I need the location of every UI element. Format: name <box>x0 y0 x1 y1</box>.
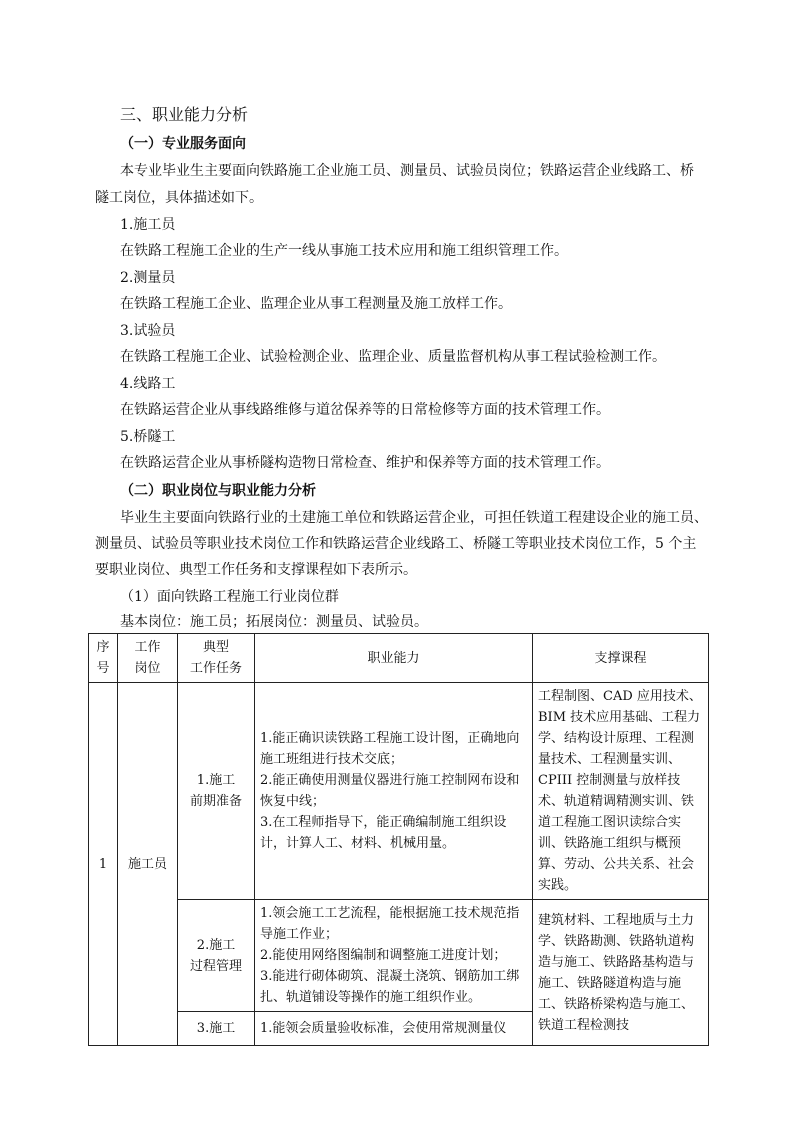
subsection-title-service: （一）专业服务面向 <box>120 136 246 152</box>
courses-cell: 建筑材料、工程地质与土力学、铁路勘测、铁路轨道构造与施工、铁路路基构造与施工、铁路隧道构造与施工、铁路桥梁构造与施工、铁道工程检测技 <box>533 900 709 1046</box>
table-row <box>89 900 709 1012</box>
role-desc: 在铁路工程施工企业、试验检测企业、监理企业、质量监督机构从事工程试验检测工作。 <box>120 349 666 365</box>
intro-text-line: 隧工岗位，具体描述如下。 <box>95 190 263 206</box>
table-header-row <box>89 634 709 683</box>
intro-text-line: 本专业毕业生主要面向铁路施工企业施工员、测量员、试验员岗位；铁路运营企业线路工、桥 <box>120 163 694 179</box>
task-cell: 1.施工 前期准备 <box>178 683 255 900</box>
task-cell: 2.施工 过程管理 <box>178 900 255 1012</box>
seq-cell: 1 <box>89 683 118 1046</box>
ability-cell: 1.能领会质量验收标准，会使用常规测量仪 <box>255 1012 533 1046</box>
analysis-text-line: 毕业生主要面向铁路行业的土建施工单位和铁路运营企业，可担任铁道工程建设企业的施工员、 <box>120 510 708 526</box>
header-ability: 职业能力 <box>255 634 533 683</box>
header-post: 工作 岗位 <box>118 634 178 683</box>
role-name: 2.测量员 <box>120 270 176 286</box>
group-posts: 基本岗位：施工员；拓展岗位：测量员、试验员。 <box>120 614 428 630</box>
role-name: 3.试验员 <box>120 323 176 339</box>
analysis-text-line: 测量员、试验员等职业技术岗位工作和铁路运营企业线路工、桥隧工等职业技术岗位工作，5 个主 <box>95 536 697 552</box>
ability-cell: 1.领会施工工艺流程，能根据施工技术规范指导施工作业； 2.能使用网络图编制和调整施工进度计划； 3.能进行砌体砌筑、混凝土浇筑、钢筋加工绑扎、轨道铺设等操作的施工组织作业。 <box>255 900 533 1012</box>
job-ability-table <box>88 633 709 1046</box>
role-desc: 在铁路工程施工企业、监理企业从事工程测量及施工放样工作。 <box>120 296 512 312</box>
table-row <box>89 683 709 900</box>
header-task: 典型 工作任务 <box>178 634 255 683</box>
role-name: 4.线路工 <box>120 376 176 392</box>
role-desc: 在铁路工程施工企业的生产一线从事施工技术应用和施工组织管理工作。 <box>120 243 568 259</box>
header-seq: 序 号 <box>89 634 118 683</box>
role-name: 5.桥隧工 <box>120 429 176 445</box>
section-title: 三、职业能力分析 <box>120 105 249 124</box>
subsection-title-analysis: （二）职业岗位与职业能力分析 <box>120 483 316 499</box>
role-desc: 在铁路运营企业从事桥隧构造物日常检查、维护和保养等方面的技术管理工作。 <box>120 455 610 471</box>
role-desc: 在铁路运营企业从事线路维修与道岔保养等的日常检修等方面的技术管理工作。 <box>120 402 610 418</box>
role-name: 1.施工员 <box>120 217 176 233</box>
analysis-text-line: 要职业岗位、典型工作任务和支撑课程如下表所示。 <box>95 562 417 578</box>
task-cell: 3.施工 <box>178 1012 255 1046</box>
header-courses: 支撑课程 <box>533 634 709 683</box>
ability-cell: 1.能正确识读铁路工程施工设计图，正确地向施工班组进行技术交底； 2.能正确使用测量仪器进行施工控制网布设和恢复中线； 3.在工程师指导下，能正确编制施工组织设计，计算人工、材料、机械用量。 <box>255 683 533 900</box>
group-title: （1）面向铁路工程施工行业岗位群 <box>120 589 339 605</box>
post-cell: 施工员 <box>118 683 178 1046</box>
courses-cell: 工程制图、CAD 应用技术、BIM 技术应用基础、工程力学、结构设计原理、工程测量技术、工程测量实训、CPIII 控制测量与放样技术、轨道精调精测实训、铁道工程施工图识读综合实训、铁路施工组织与概预算、劳动、公共关系、社会实践。 <box>533 683 709 900</box>
